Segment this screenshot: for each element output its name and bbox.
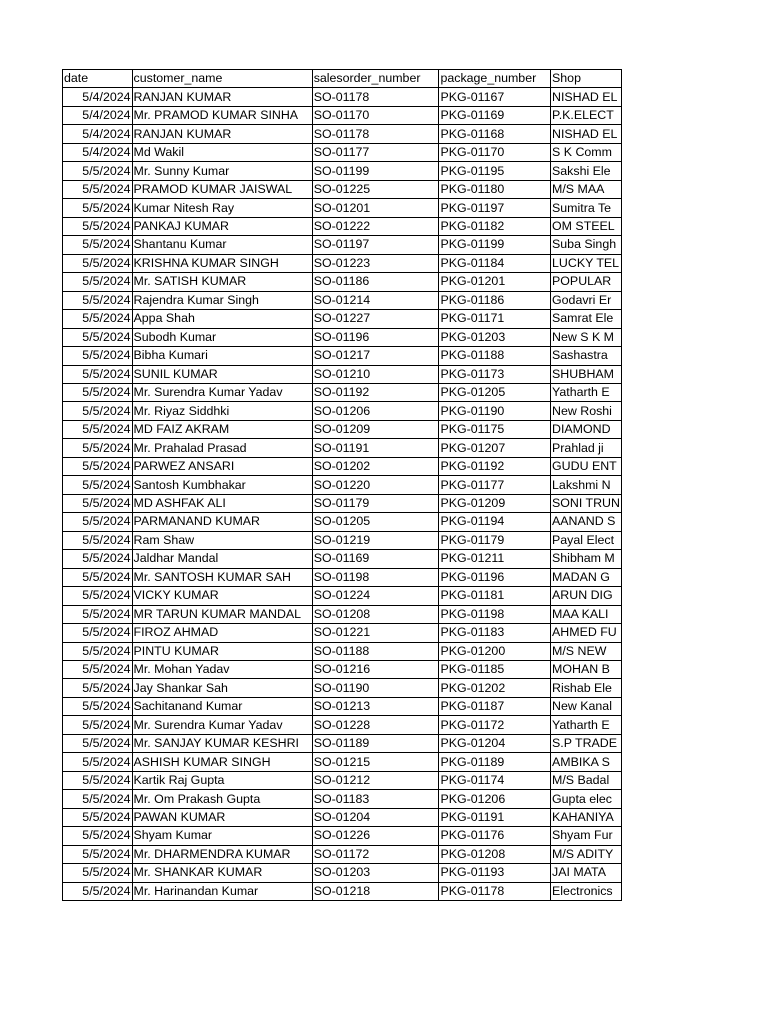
date-cell: 5/5/2024	[63, 771, 133, 789]
salesorder-number-cell: SO-01188	[312, 642, 439, 660]
customer-name-cell: SUNIL KUMAR	[132, 365, 312, 383]
shop-cell: New S K M	[551, 328, 622, 346]
table-row	[63, 661, 622, 679]
salesorder-number-cell: SO-01183	[312, 790, 439, 808]
customer-name-cell: Mr. Mohan Yadav	[132, 661, 312, 679]
table-row	[63, 420, 622, 438]
salesorder-number-cell: SO-01170	[312, 106, 439, 124]
package-number-cell: PKG-01208	[439, 845, 551, 863]
package-number-cell: PKG-01204	[439, 734, 551, 752]
table-row	[63, 513, 622, 531]
table-row	[63, 310, 622, 328]
customer-name-cell: Mr. DHARMENDRA KUMAR	[132, 845, 312, 863]
salesorder-number-cell: SO-01210	[312, 365, 439, 383]
salesorder-number-cell: SO-01218	[312, 882, 439, 900]
table-row	[63, 864, 622, 882]
package-number-cell: PKG-01178	[439, 882, 551, 900]
shop-cell: Yatharth E	[551, 383, 622, 401]
date-cell: 5/5/2024	[63, 365, 133, 383]
shop-cell: OM STEEL	[551, 217, 622, 235]
header-package-number: package_number	[439, 70, 551, 88]
table-row	[63, 328, 622, 346]
salesorder-number-cell: SO-01190	[312, 679, 439, 697]
date-cell: 5/5/2024	[63, 199, 133, 217]
customer-name-cell: Shyam Kumar	[132, 827, 312, 845]
customer-name-cell: Md Wakil	[132, 143, 312, 161]
package-number-cell: PKG-01188	[439, 347, 551, 365]
package-number-cell: PKG-01183	[439, 624, 551, 642]
shop-cell: DIAMOND	[551, 420, 622, 438]
table-row	[63, 106, 622, 124]
customer-name-cell: Santosh Kumbhakar	[132, 476, 312, 494]
table-row	[63, 217, 622, 235]
package-number-cell: PKG-01171	[439, 310, 551, 328]
header-date: date	[63, 70, 133, 88]
salesorder-number-cell: SO-01212	[312, 771, 439, 789]
customer-name-cell: PAWAN KUMAR	[132, 808, 312, 826]
customer-name-cell: RANJAN KUMAR	[132, 88, 312, 106]
customer-name-cell: Shantanu Kumar	[132, 236, 312, 254]
date-cell: 5/5/2024	[63, 845, 133, 863]
package-number-cell: PKG-01187	[439, 697, 551, 715]
shop-cell: Shibham M	[551, 550, 622, 568]
header-row	[63, 70, 622, 88]
customer-name-cell: Mr. SANJAY KUMAR KESHRI	[132, 734, 312, 752]
table-row	[63, 550, 622, 568]
date-cell: 5/5/2024	[63, 864, 133, 882]
date-cell: 5/5/2024	[63, 347, 133, 365]
table-row	[63, 568, 622, 586]
date-cell: 5/5/2024	[63, 476, 133, 494]
customer-name-cell: Jaldhar Mandal	[132, 550, 312, 568]
date-cell: 5/4/2024	[63, 106, 133, 124]
customer-name-cell: ASHISH KUMAR SINGH	[132, 753, 312, 771]
shop-cell: Sashastra	[551, 347, 622, 365]
customer-name-cell: RANJAN KUMAR	[132, 125, 312, 143]
table-row	[63, 236, 622, 254]
salesorder-number-cell: SO-01223	[312, 254, 439, 272]
package-number-cell: PKG-01189	[439, 753, 551, 771]
table-row	[63, 347, 622, 365]
salesorder-number-cell: SO-01225	[312, 180, 439, 198]
customer-name-cell: Mr. SATISH KUMAR	[132, 273, 312, 291]
shop-cell: New Roshi	[551, 402, 622, 420]
date-cell: 5/5/2024	[63, 605, 133, 623]
shop-cell: Prahlad ji	[551, 439, 622, 457]
shop-cell: Yatharth E	[551, 716, 622, 734]
table-row	[63, 790, 622, 808]
customer-name-cell: Mr. Om Prakash Gupta	[132, 790, 312, 808]
package-number-cell: PKG-01175	[439, 420, 551, 438]
package-number-cell: PKG-01205	[439, 383, 551, 401]
customer-name-cell: Mr. Prahalad Prasad	[132, 439, 312, 457]
salesorder-number-cell: SO-01197	[312, 236, 439, 254]
package-number-cell: PKG-01184	[439, 254, 551, 272]
date-cell: 5/5/2024	[63, 383, 133, 401]
shop-cell: New Kanal	[551, 697, 622, 715]
package-number-cell: PKG-01179	[439, 531, 551, 549]
shop-cell: AHMED FU	[551, 624, 622, 642]
shop-cell: Shyam Fur	[551, 827, 622, 845]
customer-name-cell: MD ASHFAK ALI	[132, 494, 312, 512]
salesorder-number-cell: SO-01178	[312, 125, 439, 143]
customer-name-cell: Sachitanand Kumar	[132, 697, 312, 715]
date-cell: 5/5/2024	[63, 457, 133, 475]
shop-cell: ARUN DIG	[551, 587, 622, 605]
shop-cell: Electronics	[551, 882, 622, 900]
package-number-cell: PKG-01196	[439, 568, 551, 586]
date-cell: 5/5/2024	[63, 568, 133, 586]
package-number-cell: PKG-01195	[439, 162, 551, 180]
package-number-cell: PKG-01167	[439, 88, 551, 106]
package-number-cell: PKG-01198	[439, 605, 551, 623]
shop-cell: M/S NEW	[551, 642, 622, 660]
table-row	[63, 143, 622, 161]
table-row	[63, 162, 622, 180]
table-row	[63, 587, 622, 605]
salesorder-number-cell: SO-01220	[312, 476, 439, 494]
package-number-cell: PKG-01194	[439, 513, 551, 531]
shop-cell: Payal Elect	[551, 531, 622, 549]
customer-name-cell: PARMANAND KUMAR	[132, 513, 312, 531]
table-row	[63, 605, 622, 623]
package-number-cell: PKG-01193	[439, 864, 551, 882]
table-row	[63, 827, 622, 845]
table-row	[63, 199, 622, 217]
date-cell: 5/5/2024	[63, 291, 133, 309]
salesorder-number-cell: SO-01172	[312, 845, 439, 863]
date-cell: 5/5/2024	[63, 236, 133, 254]
salesorder-number-cell: SO-01228	[312, 716, 439, 734]
date-cell: 5/5/2024	[63, 254, 133, 272]
salesorder-number-cell: SO-01169	[312, 550, 439, 568]
salesorder-number-cell: SO-01221	[312, 624, 439, 642]
table-row	[63, 88, 622, 106]
shop-cell: Samrat Ele	[551, 310, 622, 328]
customer-name-cell: VICKY KUMAR	[132, 587, 312, 605]
package-number-cell: PKG-01182	[439, 217, 551, 235]
customer-name-cell: PINTU KUMAR	[132, 642, 312, 660]
table-row	[63, 642, 622, 660]
table-row	[63, 716, 622, 734]
salesorder-number-cell: SO-01219	[312, 531, 439, 549]
shop-cell: NISHAD EL	[551, 125, 622, 143]
customer-name-cell: Jay Shankar Sah	[132, 679, 312, 697]
salesorder-number-cell: SO-01204	[312, 808, 439, 826]
salesorder-number-cell: SO-01202	[312, 457, 439, 475]
salesorder-number-cell: SO-01224	[312, 587, 439, 605]
customer-name-cell: PANKAJ KUMAR	[132, 217, 312, 235]
customer-name-cell: MD FAIZ AKRAM	[132, 420, 312, 438]
package-number-cell: PKG-01176	[439, 827, 551, 845]
shop-cell: M/S ADITY	[551, 845, 622, 863]
date-cell: 5/5/2024	[63, 162, 133, 180]
customer-name-cell: Mr. SHANKAR KUMAR	[132, 864, 312, 882]
package-number-cell: PKG-01190	[439, 402, 551, 420]
salesorder-number-cell: SO-01208	[312, 605, 439, 623]
shop-cell: KAHANIYA	[551, 808, 622, 826]
customer-name-cell: Mr. Riyaz Siddhki	[132, 402, 312, 420]
salesorder-number-cell: SO-01209	[312, 420, 439, 438]
shop-cell: MAA KALI	[551, 605, 622, 623]
date-cell: 5/5/2024	[63, 217, 133, 235]
customer-name-cell: FIROZ AHMAD	[132, 624, 312, 642]
shop-cell: SHUBHAM	[551, 365, 622, 383]
date-cell: 5/5/2024	[63, 716, 133, 734]
date-cell: 5/5/2024	[63, 661, 133, 679]
shop-cell: M/S Badal	[551, 771, 622, 789]
table-row	[63, 254, 622, 272]
table-row	[63, 734, 622, 752]
package-number-cell: PKG-01170	[439, 143, 551, 161]
date-cell: 5/5/2024	[63, 550, 133, 568]
customer-name-cell: Mr. Surendra Kumar Yadav	[132, 716, 312, 734]
table-row	[63, 494, 622, 512]
package-number-cell: PKG-01177	[439, 476, 551, 494]
shop-cell: S.P TRADE	[551, 734, 622, 752]
package-number-cell: PKG-01192	[439, 457, 551, 475]
date-cell: 5/5/2024	[63, 402, 133, 420]
customer-name-cell: Bibha Kumari	[132, 347, 312, 365]
package-number-cell: PKG-01174	[439, 771, 551, 789]
date-cell: 5/5/2024	[63, 420, 133, 438]
customer-name-cell: Kartik Raj Gupta	[132, 771, 312, 789]
shop-cell: Gupta elec	[551, 790, 622, 808]
package-number-cell: PKG-01200	[439, 642, 551, 660]
package-number-cell: PKG-01173	[439, 365, 551, 383]
salesorder-number-cell: SO-01222	[312, 217, 439, 235]
salesorder-number-cell: SO-01199	[312, 162, 439, 180]
table-row	[63, 457, 622, 475]
customer-name-cell: Appa Shah	[132, 310, 312, 328]
table-row	[63, 180, 622, 198]
table-row	[63, 402, 622, 420]
table-row	[63, 697, 622, 715]
salesorder-number-cell: SO-01213	[312, 697, 439, 715]
table-row	[63, 365, 622, 383]
package-number-cell: PKG-01186	[439, 291, 551, 309]
customer-name-cell: Mr. Sunny Kumar	[132, 162, 312, 180]
package-number-cell: PKG-01202	[439, 679, 551, 697]
table-row	[63, 882, 622, 900]
shop-cell: JAI MATA	[551, 864, 622, 882]
shop-cell: Rishab Ele	[551, 679, 622, 697]
date-cell: 5/5/2024	[63, 753, 133, 771]
shop-cell: SONI TRUN	[551, 494, 622, 512]
shop-cell: P.K.ELECT	[551, 106, 622, 124]
date-cell: 5/5/2024	[63, 882, 133, 900]
customer-name-cell: Subodh Kumar	[132, 328, 312, 346]
package-number-cell: PKG-01168	[439, 125, 551, 143]
date-cell: 5/5/2024	[63, 827, 133, 845]
customer-name-cell: PRAMOD KUMAR JAISWAL	[132, 180, 312, 198]
salesorder-number-cell: SO-01203	[312, 864, 439, 882]
salesorder-number-cell: SO-01179	[312, 494, 439, 512]
table-row	[63, 383, 622, 401]
salesorder-number-cell: SO-01177	[312, 143, 439, 161]
salesorder-number-cell: SO-01201	[312, 199, 439, 217]
date-cell: 5/5/2024	[63, 439, 133, 457]
date-cell: 5/4/2024	[63, 143, 133, 161]
package-number-cell: PKG-01201	[439, 273, 551, 291]
package-number-cell: PKG-01185	[439, 661, 551, 679]
table-row	[63, 753, 622, 771]
salesorder-number-cell: SO-01178	[312, 88, 439, 106]
customer-name-cell: Mr. SANTOSH KUMAR SAH	[132, 568, 312, 586]
shop-cell: LUCKY TEL	[551, 254, 622, 272]
customer-name-cell: Ram Shaw	[132, 531, 312, 549]
package-number-cell: PKG-01199	[439, 236, 551, 254]
shop-cell: Suba Singh	[551, 236, 622, 254]
shop-cell: MOHAN B	[551, 661, 622, 679]
salesorder-number-cell: SO-01191	[312, 439, 439, 457]
table-row	[63, 624, 622, 642]
table-row	[63, 845, 622, 863]
customer-name-cell: Rajendra Kumar Singh	[132, 291, 312, 309]
shop-cell: AMBIKA S	[551, 753, 622, 771]
date-cell: 5/5/2024	[63, 531, 133, 549]
salesorder-number-cell: SO-01216	[312, 661, 439, 679]
shop-cell: Lakshmi N	[551, 476, 622, 494]
spreadsheet-page	[62, 69, 622, 901]
salesorder-number-cell: SO-01214	[312, 291, 439, 309]
salesorder-number-cell: SO-01217	[312, 347, 439, 365]
date-cell: 5/5/2024	[63, 790, 133, 808]
header-customer-name: customer_name	[132, 70, 312, 88]
date-cell: 5/5/2024	[63, 624, 133, 642]
header-shop: Shop	[551, 70, 622, 88]
shop-cell: MADAN G	[551, 568, 622, 586]
date-cell: 5/5/2024	[63, 697, 133, 715]
package-number-cell: PKG-01211	[439, 550, 551, 568]
package-number-cell: PKG-01181	[439, 587, 551, 605]
shop-cell: Sumitra Te	[551, 199, 622, 217]
table-row	[63, 679, 622, 697]
shop-cell: Sakshi Ele	[551, 162, 622, 180]
package-number-cell: PKG-01169	[439, 106, 551, 124]
package-number-cell: PKG-01206	[439, 790, 551, 808]
date-cell: 5/5/2024	[63, 679, 133, 697]
shop-cell: POPULAR	[551, 273, 622, 291]
shop-cell: NISHAD EL	[551, 88, 622, 106]
header-salesorder-number: salesorder_number	[312, 70, 439, 88]
date-cell: 5/5/2024	[63, 328, 133, 346]
date-cell: 5/4/2024	[63, 125, 133, 143]
customer-name-cell: MR TARUN KUMAR MANDAL	[132, 605, 312, 623]
package-number-cell: PKG-01209	[439, 494, 551, 512]
customer-name-cell: Kumar Nitesh Ray	[132, 199, 312, 217]
date-cell: 5/5/2024	[63, 587, 133, 605]
date-cell: 5/4/2024	[63, 88, 133, 106]
table-row	[63, 808, 622, 826]
customer-name-cell: Mr. Surendra Kumar Yadav	[132, 383, 312, 401]
package-number-cell: PKG-01172	[439, 716, 551, 734]
package-number-cell: PKG-01207	[439, 439, 551, 457]
salesorder-number-cell: SO-01192	[312, 383, 439, 401]
salesorder-number-cell: SO-01215	[312, 753, 439, 771]
salesorder-number-cell: SO-01186	[312, 273, 439, 291]
customer-name-cell: Mr. Harinandan Kumar	[132, 882, 312, 900]
date-cell: 5/5/2024	[63, 642, 133, 660]
salesorder-number-cell: SO-01226	[312, 827, 439, 845]
date-cell: 5/5/2024	[63, 734, 133, 752]
table-row	[63, 771, 622, 789]
customer-name-cell: PARWEZ ANSARI	[132, 457, 312, 475]
date-cell: 5/5/2024	[63, 273, 133, 291]
salesorder-number-cell: SO-01196	[312, 328, 439, 346]
customer-name-cell: KRISHNA KUMAR SINGH	[132, 254, 312, 272]
orders-table	[62, 69, 622, 901]
shop-cell: S K Comm	[551, 143, 622, 161]
table-row	[63, 476, 622, 494]
package-number-cell: PKG-01180	[439, 180, 551, 198]
table-row	[63, 439, 622, 457]
table-row	[63, 125, 622, 143]
salesorder-number-cell: SO-01189	[312, 734, 439, 752]
date-cell: 5/5/2024	[63, 310, 133, 328]
customer-name-cell: Mr. PRAMOD KUMAR SINHA	[132, 106, 312, 124]
table-row	[63, 291, 622, 309]
shop-cell: AANAND S	[551, 513, 622, 531]
table-row	[63, 531, 622, 549]
salesorder-number-cell: SO-01227	[312, 310, 439, 328]
salesorder-number-cell: SO-01205	[312, 513, 439, 531]
date-cell: 5/5/2024	[63, 180, 133, 198]
package-number-cell: PKG-01203	[439, 328, 551, 346]
shop-cell: GUDU ENT	[551, 457, 622, 475]
salesorder-number-cell: SO-01206	[312, 402, 439, 420]
shop-cell: Godavri Er	[551, 291, 622, 309]
package-number-cell: PKG-01197	[439, 199, 551, 217]
date-cell: 5/5/2024	[63, 513, 133, 531]
date-cell: 5/5/2024	[63, 808, 133, 826]
date-cell: 5/5/2024	[63, 494, 133, 512]
salesorder-number-cell: SO-01198	[312, 568, 439, 586]
package-number-cell: PKG-01191	[439, 808, 551, 826]
table-row	[63, 273, 622, 291]
shop-cell: M/S MAA	[551, 180, 622, 198]
